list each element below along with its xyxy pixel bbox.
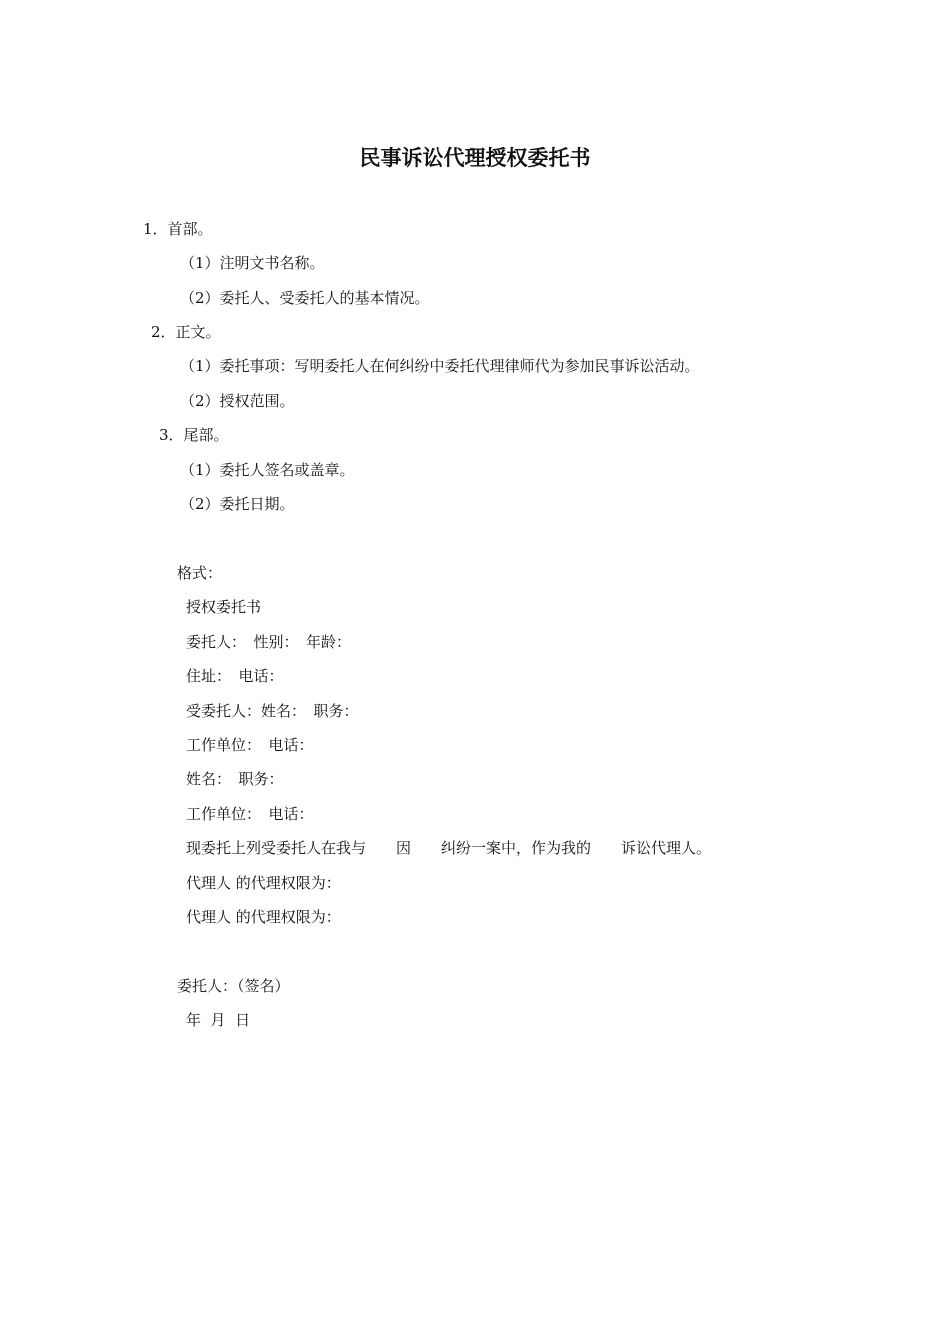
template-agent-line: 受委托人：姓名： 职务： [186,702,359,720]
template-title: 授权委托书 [186,598,262,616]
section-3-item-1: （1）委托人签名或盖章。 [180,461,355,479]
template-entrust-statement: 现委托上列受委托人在我与 因 纠纷一案中，作为我的 诉讼代理人。 [186,839,712,857]
template-agent2-line: 姓名： 职务： [186,770,284,788]
template-authority-line-1: 代理人 的代理权限为： [186,874,341,892]
document-title: 民事诉讼代理授权委托书 [359,146,591,171]
template-agent-employer-line: 工作单位： 电话： [186,736,314,754]
section-1-item-1: （1）注明文书名称。 [180,254,325,272]
template-principal-line: 委托人： 性别： 年龄： [186,633,352,651]
section-2-item-2: （2）授权范围。 [180,392,295,410]
template-authority-line-2: 代理人 的代理权限为： [186,908,341,926]
format-label: 格式： [177,564,223,582]
template-agent2-employer-line: 工作单位： 电话： [186,805,314,823]
template-address-line: 住址： 电话： [186,667,284,685]
section-1-heading: 1．首部。 [143,220,213,238]
section-3-item-2: （2）委托日期。 [180,495,295,513]
section-3-heading: 3．尾部。 [159,426,229,444]
section-2-item-1: （1）委托事项：写明委托人在何纠纷中委托代理律师代为参加民事诉讼活动。 [180,357,700,375]
section-2-heading: 2．正文。 [151,323,221,341]
signature-line: 委托人：（签名） [177,977,290,995]
date-line: 年 月 日 [186,1011,251,1029]
section-1-item-2: （2）委托人、受委托人的基本情况。 [180,289,430,307]
